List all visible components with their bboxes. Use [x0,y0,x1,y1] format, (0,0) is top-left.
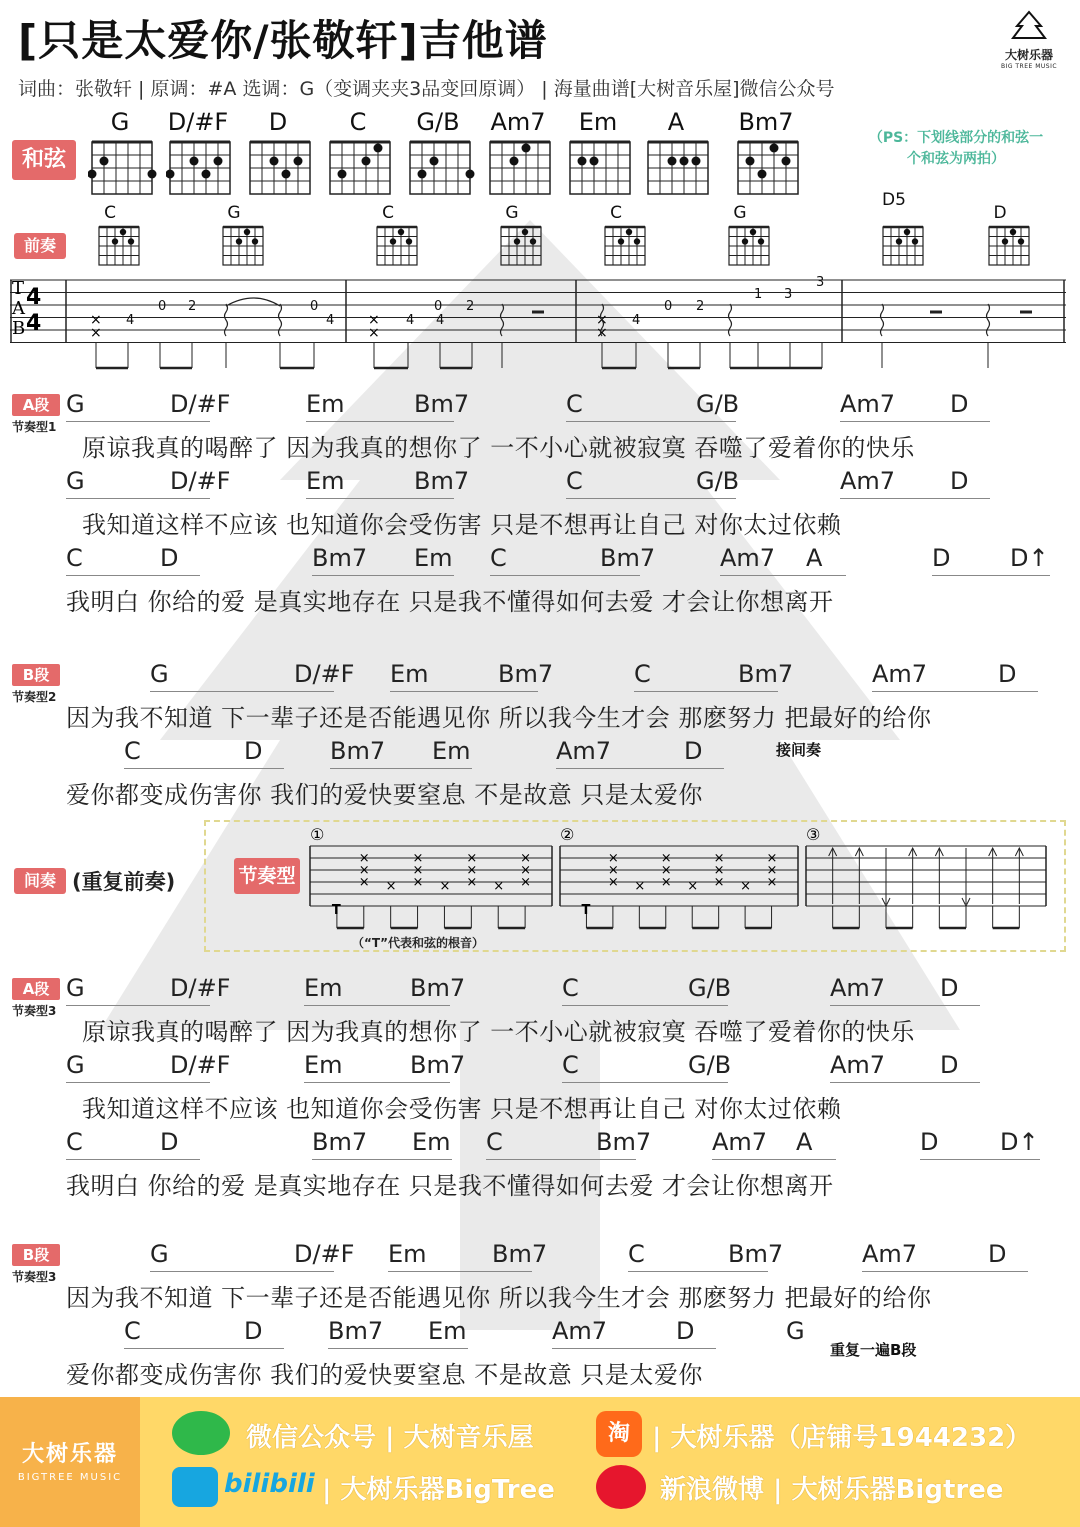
chord-diagram [326,138,396,200]
lyric-line: 爱你都变成伤害你 我们的爱快要窒息 不是故意 只是太爱你 [66,781,703,809]
weibo-icon [596,1465,646,1509]
wechat-icon [172,1411,230,1455]
intro-chord-diagram [374,224,424,268]
chord-symbol: D↑ [1000,1128,1039,1156]
chord-underline [304,1005,450,1006]
section-tag: B段 [12,664,60,686]
chord-symbol: D/#F [170,974,231,1002]
footer-weibo: 新浪微博 | 大树乐器Bigtree [660,1475,1004,1505]
chord-symbol: Am7 [556,737,612,765]
brand-logo [994,10,1064,70]
chord-underline [634,691,778,692]
ps-note: （PS：下划线部分的和弦一个和弦为两拍） [868,130,1044,167]
chord-diagram [486,138,556,200]
song-info: 词曲：张敬轩 | 原调：#A 选调：G（变调夹夹3品变回原调） | 海量曲谱[大树音乐屋]微信公众号 [18,78,835,100]
chord-underline [490,575,640,576]
chord-symbol: A [796,1128,813,1156]
chord-underline [306,421,454,422]
intro-chord-diagram [96,224,146,268]
chord-name: G [110,108,130,136]
chord-diagram [644,138,714,200]
lyric-line: 我知道这样不应该 也知道你会受伤害 只是不想再让自己 对你太过依赖 [82,511,842,539]
chord-underline [150,691,334,692]
chord-symbol: Bm7 [738,660,794,688]
rhythm-type-label: 节奏型3 [12,1004,57,1018]
svg-text:×: × [740,879,752,894]
chord-symbol: Bm7 [596,1128,652,1156]
svg-text:×: × [466,851,478,866]
brand-logo-cn: 大树乐器 [1004,48,1053,62]
chord-symbol: Bm7 [330,737,386,765]
chord-underline [486,1159,636,1160]
chord-symbol: D [932,544,951,572]
svg-text:③: ③ [806,825,821,844]
chord-symbol: Am7 [830,1051,886,1079]
chord-symbol: Em [388,1240,427,1268]
svg-text:×: × [687,879,699,894]
chord-symbol: D [940,974,959,1002]
chord-symbol: G [66,1051,85,1079]
chord-underline [312,575,454,576]
chord-underline [312,1159,452,1160]
svg-text:×: × [466,875,478,890]
svg-text:3: 3 [816,276,825,290]
svg-text:4: 4 [406,313,415,328]
svg-text:×: × [660,851,672,866]
chord-symbol: D [684,737,703,765]
svg-text:×: × [713,851,725,866]
svg-text:0: 0 [158,299,167,314]
chord-symbol: D [998,660,1017,688]
rhythm-type-label: 节奏型2 [12,690,57,704]
svg-text:②: ② [560,825,575,844]
chord-underline [66,1159,200,1160]
chord-symbol: D↑ [1010,544,1049,572]
lyric-line: 我明白 你给的爱 是真实地存在 只是我不懂得如何去爱 才会让你想离开 [66,1172,834,1200]
svg-text:4: 4 [632,313,641,328]
taobao-icon: 淘 [596,1411,642,1457]
chord-diagram [734,138,804,200]
svg-text:T: T [581,903,591,918]
chord-symbol: C [562,974,579,1002]
chord-name: A [667,108,685,136]
rhythm-type-label: 节奏型1 [12,420,57,434]
tree-logo-icon [1009,10,1049,42]
intro-chord-name: C [382,203,394,223]
chord-symbol: Am7 [720,544,776,572]
footer-brand [0,1397,140,1527]
chord-underline [66,421,210,422]
chord-underline [840,498,990,499]
chord-symbol: D/#F [294,660,355,688]
section-note: 接间奏 [776,741,822,759]
chord-diagram [246,138,316,200]
svg-text:T: T [12,278,25,299]
chord-symbol: C [490,544,507,572]
section-tag: A段 [12,394,60,416]
chord-diagram [406,138,476,200]
rhythm-type-label: 节奏型3 [12,1270,57,1284]
svg-text:4: 4 [26,285,42,310]
section-tag: B段 [12,1244,60,1266]
chord-symbol: D/#F [294,1240,355,1268]
chord-name: C [349,108,367,136]
chord-symbol: Em [412,1128,451,1156]
interlude-rhythm-box [204,820,1066,952]
svg-text:2: 2 [188,299,197,314]
chord-underline [932,575,1050,576]
chord-symbol: Bm7 [414,390,470,418]
svg-text:×: × [713,875,725,890]
footer-bilibili: | 大树乐器BigTree [322,1475,555,1505]
chord-symbol: C [486,1128,503,1156]
svg-text:×: × [607,875,619,890]
bilibili-icon [172,1467,218,1507]
svg-text:×: × [634,879,646,894]
chord-underline [66,1005,210,1006]
chord-underline [830,1082,980,1083]
svg-text:4: 4 [436,313,445,328]
chord-symbol: C [66,544,83,572]
chord-symbol: D [160,1128,179,1156]
chord-symbol: Bm7 [312,1128,368,1156]
lyric-line: 原谅我真的喝醉了 因为我真的想你了 一不小心就被寂寞 吞噬了爱着你的快乐 [82,1018,915,1046]
footer-brand-en: BIGTREE MUSIC [17,1472,123,1483]
chord-symbol: D [988,1240,1007,1268]
rhythm-patterns [304,824,1054,934]
intro-chord-diagram [602,224,652,268]
svg-text:×: × [439,879,451,894]
svg-text:×: × [607,863,619,878]
intro-tag: 前奏 [14,233,66,259]
intro-chord-diagram [498,224,548,268]
svg-text:×: × [90,325,102,341]
svg-text:×: × [766,851,778,866]
intro-chord-name: G [227,203,241,223]
chord-symbol: Am7 [712,1128,768,1156]
chord-symbol: D [950,467,969,495]
chord-symbol: Am7 [830,974,886,1002]
chord-underline [628,1271,768,1272]
chord-symbol: G [66,467,85,495]
chord-underline [304,1082,450,1083]
chord-symbol: G/B [688,974,732,1002]
svg-text:A: A [12,298,25,319]
chord-symbol: G/B [696,467,740,495]
page-title: [只是太爱你/张敬轩]吉他谱 [18,16,548,65]
footer-wechat: 微信公众号 | 大树音乐屋 [246,1423,534,1453]
chord-underline [388,1271,532,1272]
chord-name: D/#F [167,108,229,136]
chord-underline [66,498,210,499]
chords-tag: 和弦 [12,140,76,180]
svg-text:0: 0 [664,299,673,314]
chord-symbol: D/#F [170,1051,231,1079]
svg-text:×: × [520,851,532,866]
svg-text:T: T [331,903,341,918]
svg-text:×: × [596,312,608,328]
chord-symbol: D [950,390,969,418]
svg-text:×: × [520,863,532,878]
chord-symbol: Am7 [862,1240,918,1268]
chord-symbol: Em [304,974,343,1002]
chord-symbol: G [786,1317,805,1345]
chord-symbol: Bm7 [414,467,470,495]
chord-symbol: G [66,390,85,418]
lyric-line: 爱你都变成伤害你 我们的爱快要窒息 不是故意 只是太爱你 [66,1361,703,1389]
chord-symbol: C [634,660,651,688]
chord-name: Am7 [490,108,546,136]
svg-text:×: × [412,863,424,878]
chord-symbol: Bm7 [312,544,368,572]
bilibili-logo: bilibili [224,1469,315,1499]
chord-symbol: Bm7 [328,1317,384,1345]
intro-chord-name: G [733,203,747,223]
svg-text:×: × [90,312,102,328]
svg-text:×: × [466,863,478,878]
intro-chord-diagram [986,224,1036,268]
chord-underline [562,1005,728,1006]
lyric-line: 原谅我真的喝醉了 因为我真的想你了 一不小心就被寂寞 吞噬了爱着你的快乐 [82,434,915,462]
brand-logo-en: BIG TREE MUSIC [1000,63,1058,70]
chord-diagram [566,138,636,200]
chord-symbol: Em [306,467,345,495]
svg-text:×: × [368,325,380,341]
svg-text:×: × [713,863,725,878]
svg-text:×: × [766,875,778,890]
chord-underline [566,421,736,422]
intro-chord-name: D [993,203,1007,223]
svg-text:B: B [12,318,26,339]
svg-text:×: × [385,879,397,894]
chord-name: G/B [416,108,460,136]
chord-symbol: G/B [688,1051,732,1079]
chord-symbol: Bm7 [492,1240,548,1268]
chord-symbol: Em [304,1051,343,1079]
chord-underline [712,1159,836,1160]
chord-symbol: C [628,1240,645,1268]
chord-underline [840,421,990,422]
chord-symbol: Bm7 [728,1240,784,1268]
chord-symbol: Am7 [840,467,896,495]
intro-chord-name: C [610,203,622,223]
chord-symbol: Bm7 [410,974,466,1002]
intro-chord-name: G [505,203,519,223]
chord-underline [124,768,284,769]
intro-chord-diagram [220,224,270,268]
lyric-line: 我知道这样不应该 也知道你会受伤害 只是不想再让自己 对你太过依赖 [82,1095,842,1123]
chord-underline [328,1348,468,1349]
chord-symbol: C [66,1128,83,1156]
chord-symbol: C [562,1051,579,1079]
chord-name: Bm7 [738,108,794,136]
chord-symbol: D [244,1317,263,1345]
intro-chord-name: D5 [882,190,906,210]
chord-name: D [268,108,288,136]
chord-symbol: D [244,737,263,765]
intro-chord-diagram [880,224,930,268]
chord-symbol: G [66,974,85,1002]
chord-underline [390,691,538,692]
chord-diagram [88,138,158,200]
svg-text:×: × [607,851,619,866]
chord-symbol: Am7 [872,660,928,688]
chord-symbol: C [124,1317,141,1345]
chord-underline [562,1082,728,1083]
chord-symbol: Em [432,737,471,765]
svg-text:4: 4 [326,313,335,328]
chord-underline [920,1159,1040,1160]
chord-symbol: D/#F [170,390,231,418]
chord-diagram [166,138,236,200]
chord-underline [830,1005,980,1006]
chord-underline [872,691,1038,692]
rhythm-tag: 节奏型 [234,858,300,894]
chord-underline [330,768,472,769]
chord-symbol: D/#F [170,467,231,495]
chord-underline [720,575,846,576]
chord-underline [556,768,724,769]
svg-text:×: × [358,875,370,890]
svg-text:3: 3 [784,287,793,302]
svg-text:2: 2 [696,299,705,314]
chord-underline [66,575,200,576]
chord-symbol: Em [428,1317,467,1345]
chord-symbol: Bm7 [600,544,656,572]
svg-text:0: 0 [310,299,319,314]
lyric-line: 我明白 你给的爱 是真实地存在 只是我不懂得如何去爱 才会让你想离开 [66,588,834,616]
svg-text:2: 2 [466,299,475,314]
svg-text:×: × [766,863,778,878]
svg-text:×: × [493,879,505,894]
chord-symbol: G [150,660,169,688]
chord-underline [566,498,736,499]
chord-symbol: D [920,1128,939,1156]
chord-symbol: Em [414,544,453,572]
svg-text:4: 4 [26,311,42,336]
footer-brand-cn: 大树乐器 [21,1442,118,1467]
interlude-note: (重复前奏) [72,870,176,894]
chord-symbol: G [150,1240,169,1268]
chord-symbol: Am7 [552,1317,608,1345]
svg-text:1: 1 [754,287,763,302]
chord-symbol: A [806,544,823,572]
chord-symbol: C [124,737,141,765]
chord-underline [306,498,454,499]
chord-symbol: D [160,544,179,572]
svg-text:①: ① [310,825,325,844]
chord-symbol: D [676,1317,695,1345]
chord-symbol: Em [390,660,429,688]
chord-underline [862,1271,1028,1272]
section-note: 重复一遍B段 [830,1341,917,1359]
chord-underline [124,1348,284,1349]
svg-text:×: × [358,863,370,878]
lyric-line: 因为我不知道 下一辈子还是否能遇见你 所以我今生才会 那麽努力 把最好的给你 [66,704,932,732]
chord-underline [150,1271,334,1272]
chord-symbol: C [566,467,583,495]
chord-symbol: Bm7 [498,660,554,688]
svg-text:×: × [596,325,608,341]
chord-symbol: G/B [696,390,740,418]
root-note-legend: （“T”代表和弦的根音） [352,936,484,950]
chord-symbol: C [566,390,583,418]
svg-text:×: × [358,851,370,866]
footer-taobao: | 大树乐器（店铺号1944232） [652,1423,1032,1453]
lyric-line: 因为我不知道 下一辈子还是否能遇见你 所以我今生才会 那麽努力 把最好的给你 [66,1284,932,1312]
interlude-tag: 间奏 [14,868,66,894]
chord-underline [66,1082,210,1083]
chord-symbol: Am7 [840,390,896,418]
svg-text:×: × [520,875,532,890]
intro-chord-name: C [104,203,116,223]
svg-text:0: 0 [434,299,443,314]
chord-name: Em [578,108,618,136]
svg-text:×: × [660,863,672,878]
intro-chord-diagram [726,224,776,268]
chord-symbol: Bm7 [410,1051,466,1079]
chord-underline [552,1348,716,1349]
svg-text:×: × [368,312,380,328]
svg-text:×: × [660,875,672,890]
chord-symbol: Em [306,390,345,418]
svg-text:×: × [412,875,424,890]
svg-text:4: 4 [126,313,135,328]
svg-text:×: × [412,851,424,866]
footer [0,1397,1080,1527]
section-tag: A段 [12,978,60,1000]
chord-symbol: D [940,1051,959,1079]
intro-tab-staff [10,276,1066,374]
